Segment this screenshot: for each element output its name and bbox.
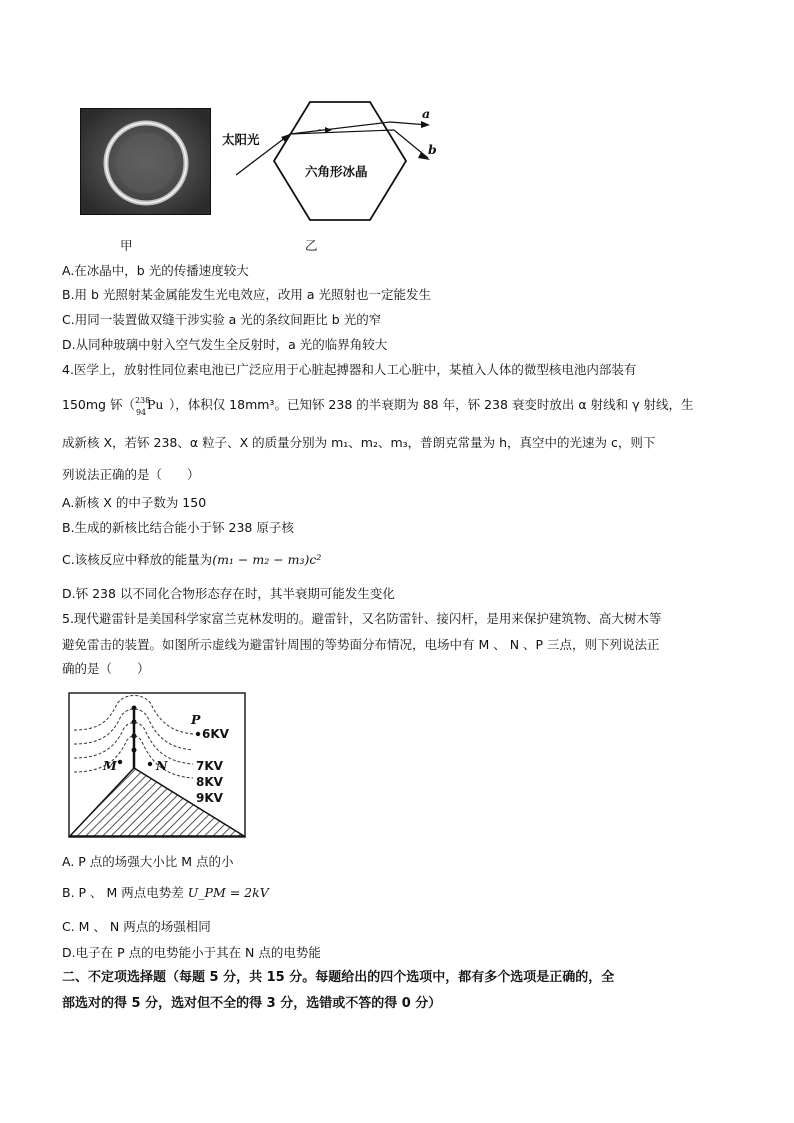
label-m: M bbox=[103, 758, 117, 773]
q4-option-a: A.新核 X 的中子数为 150 bbox=[62, 495, 207, 510]
halo-photo bbox=[80, 108, 211, 215]
q4-stem-line3: 成新核 X，若钚 238、α 粒子、X 的质量分别为 m₁、m₂、m₃，普朗克常量为 h，真空中的光速为 c，则下 bbox=[62, 435, 656, 450]
point-m bbox=[118, 760, 122, 764]
ray-a-label: a bbox=[422, 106, 431, 121]
q4-option-d: D.钚 238 以不同化合物形态存在时，其半衰期可能发生变化 bbox=[62, 586, 395, 601]
q5-stem-line1: 5.现代避雷针是美国科学家富兰克林发明的。避雷针，又名防雷针、接闪杆，是用来保护建筑物、高大树木等 bbox=[62, 611, 662, 626]
label-8kv: 8KV bbox=[196, 775, 223, 789]
figure-jia-caption: 甲 bbox=[120, 238, 133, 253]
q5-option-b: B. P 、 M 两点电势差 U_PM = 2kV bbox=[62, 885, 269, 900]
label-p: P bbox=[191, 712, 201, 727]
plutonium-nuclide: 238 94 Pu bbox=[134, 396, 164, 417]
q4-stem-line2 bbox=[62, 396, 694, 417]
q4-option-c: C.该核反应中释放的能量为(m₁ − m₂ − m₃)c² bbox=[62, 552, 322, 567]
q5-stem-line2: 避免雷击的装置。如图所示虚线为避雷针周围的等势面分布情况，电场中有 M 、 N 、P 三点，则下列说法正 bbox=[62, 637, 660, 652]
q3-option-d: D.从同种玻璃中射入空气发生全反射时，a 光的临界角较大 bbox=[62, 337, 388, 352]
label-6kv: 6KV bbox=[202, 727, 229, 741]
figure-yi-caption: 乙 bbox=[305, 238, 318, 253]
section2-heading-line1: 二、不定项选择题（每题 5 分，共 15 分。每题给出的四个选项中，都有多个选项是正确的，全 bbox=[62, 970, 615, 985]
q4-stem-line1: 4.医学上，放射性同位素电池已广泛应用于心脏起搏器和人工心脏中，某植入人体的微型核电池内部装有 bbox=[62, 362, 637, 377]
hexagon-crystal bbox=[274, 102, 406, 220]
q5-potential-formula: U_PM = 2kV bbox=[187, 885, 269, 900]
point-p bbox=[196, 732, 200, 736]
q4-mass: 150mg 钚（ bbox=[62, 397, 135, 412]
sunlight-label: 太阳光 bbox=[222, 132, 260, 147]
label-9kv: 9KV bbox=[196, 791, 223, 805]
figure-jia bbox=[80, 108, 211, 215]
q4-stem-line4: 列说法正确的是（ ） bbox=[62, 467, 200, 482]
q5-stem-line3: 确的是（ ） bbox=[62, 661, 150, 676]
q5-option-d: D.电子在 P 点的电势能小于其在 N 点的电势能 bbox=[62, 945, 321, 960]
q4-option-b: B.生成的新核比结合能小于钚 238 原子核 bbox=[62, 520, 294, 535]
q5-option-a: A. P 点的场强大小比 M 点的小 bbox=[62, 854, 234, 869]
label-n: N bbox=[156, 758, 168, 773]
q4-energy-formula: (m₁ − m₂ − m₃)c² bbox=[212, 552, 322, 567]
q3-option-a: A.在冰晶中，b 光的传播速度较大 bbox=[62, 263, 249, 278]
q3-option-b: B.用 b 光照射某金属能发生光电效应，改用 a 光照射也一定能发生 bbox=[62, 287, 432, 302]
crystal-label: 六角形冰晶 bbox=[305, 164, 368, 179]
q4-line2-rest: ），体积仅 18mm³。已知钚 238 的半衰期为 88 年，钚 238 衰变时放出 α 射线和 γ 射线，生 bbox=[168, 397, 694, 412]
q3-option-c: C.用同一装置做双缝干涉实验 a 光的条纹间距比 b 光的窄 bbox=[62, 312, 382, 327]
point-n bbox=[148, 762, 152, 766]
q5-option-c: C. M 、 N 两点的场强相同 bbox=[62, 919, 211, 934]
label-7kv: 7KV bbox=[196, 759, 223, 773]
section2-heading-line2: 部选对的得 5 分，选对但不全的得 3 分，选错或不答的得 0 分） bbox=[62, 996, 442, 1011]
ray-b-label: b bbox=[428, 142, 437, 157]
